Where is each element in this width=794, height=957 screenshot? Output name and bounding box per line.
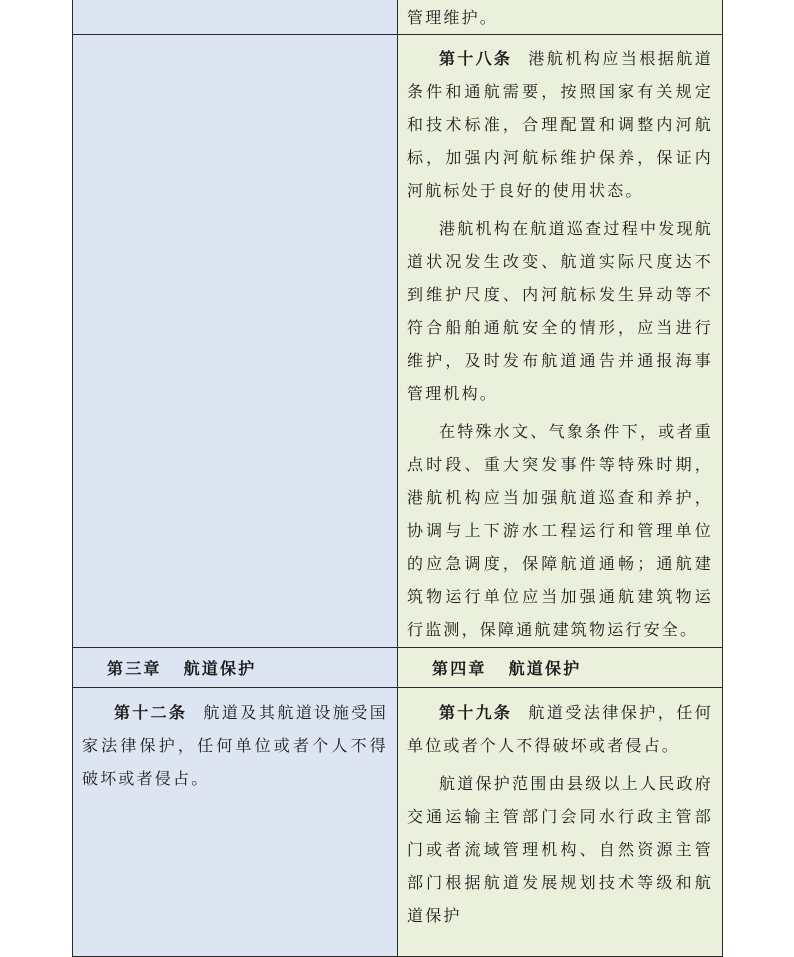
article-12-paragraph (82, 696, 388, 795)
article-18-text-1: 港航机构应当根据航道条件和通航需要，按照国家有关规定和技术标准，合理配置和调整内河航标，加强内河航标维护保养，保证内河航标处于良好的使用状态。 (407, 49, 713, 200)
chapter-row (73, 648, 723, 688)
right-cell-continuation (398, 0, 723, 35)
table-row (73, 0, 723, 35)
comparison-table (72, 0, 723, 957)
article-12-number: 第十二条 (114, 703, 188, 722)
left-chapter-number: 第三章 (107, 659, 162, 678)
article-12-cell (73, 688, 398, 957)
continuation-text: 管理维护。 (407, 8, 499, 27)
article-19-cell (398, 688, 723, 957)
article-19-paragraph-2: 航道保护范围由县级以上人民政府交通运输主管部门会同水行政主管部门或者流域管理机构、自然资源主管部门根据航道发展规划技术等级和航道保护 (407, 774, 713, 925)
left-chapter-heading (73, 648, 398, 688)
article-19-paragraph-1 (407, 696, 713, 762)
table-row (73, 688, 723, 957)
right-chapter-number: 第四章 (432, 659, 487, 678)
article-18-cell (398, 35, 723, 648)
article-12-text: 航道及其航道设施受国家法律保护，任何单位或者个人不得破坏或者侵占。 (82, 703, 388, 788)
article-18-paragraph-1 (407, 42, 713, 207)
right-chapter-title: 航道保护 (508, 659, 582, 678)
article-19-text-1: 航道受法律保护，任何单位或者个人不得破坏或者侵占。 (407, 703, 713, 755)
article-19-number: 第十九条 (439, 703, 513, 722)
left-cell-empty (73, 35, 398, 648)
left-chapter-title: 航道保护 (183, 659, 257, 678)
table-row (73, 35, 723, 648)
article-18-paragraph-3: 在特殊水文、气象条件下，或者重点时段、重大突发事件等特殊时期，港航机构应当加强航道巡查和养护，协调与上下游水工程运行和管理单位的应急调度，保障航道通畅；通航建筑物运行单位应当加强通航建筑物运行监测，保障通航建筑物运行安全。 (407, 422, 713, 639)
article-18-paragraph-2: 港航机构在航道巡查过程中发现航道状况发生改变、航道实际尺度达不到维护尺度、内河航标发生异动等不符合船舶通航安全的情形，应当进行维护，及时发布航道通告并通报海事管理机构。 (407, 219, 713, 403)
left-cell-empty (73, 0, 398, 35)
article-18-number: 第十八条 (439, 49, 513, 68)
right-chapter-heading (398, 648, 723, 688)
